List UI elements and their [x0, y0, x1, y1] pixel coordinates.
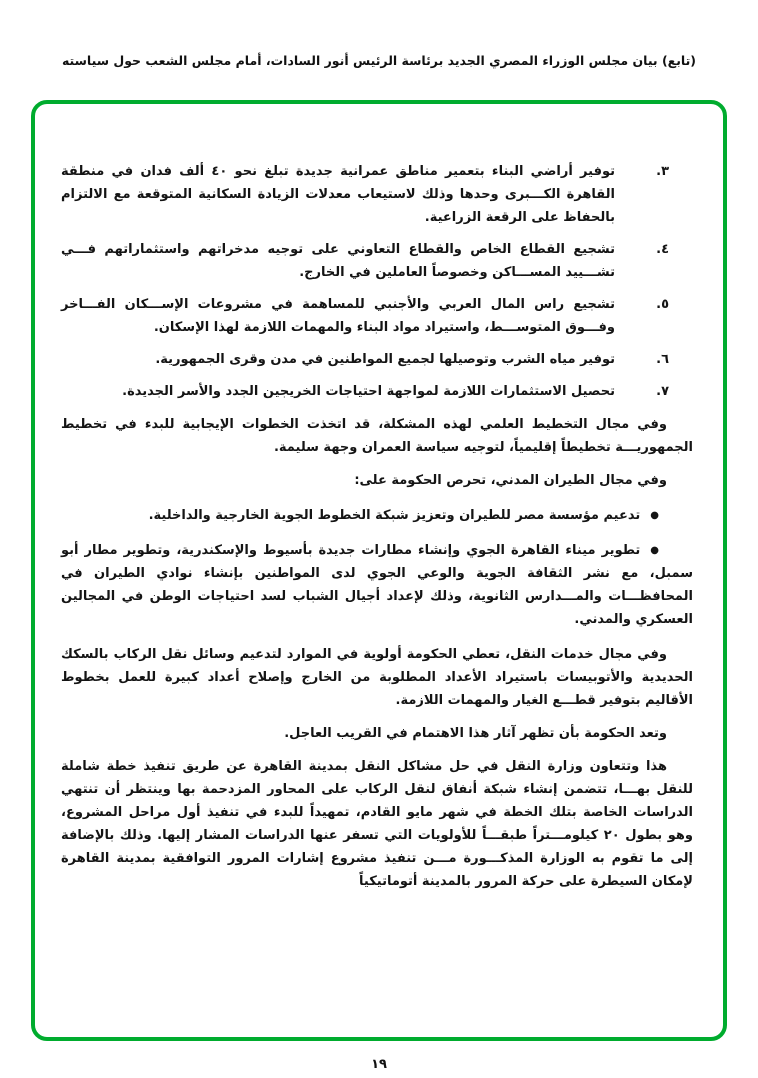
paragraph-transport: وفي مجال خدمات النقل، تعطي الحكومة أولوية في الموارد لتدعيم وسائل نقل الركاب بالسكك الحديدية والأتوبيسات باستيراد الأعداد المطلوبة من الخارج وإصلاح أعداد كبيرة للعمل بخطوط الأقاليم بتوفير قطـــع الغيار والمهمات اللازمة.	[61, 647, 693, 708]
numbered-item-5	[61, 293, 693, 339]
bullet-text: تطوير ميناء القاهرة الجوي وإنشاء مطارات جديدة بأسيوط والإسكندرية، وتطوير مطار أبو سمبل، مع نشر الثقافة الجوية والوعي الجوي لدى المواطنين بإنشاء نوادي الطيران في المحافظـــات والمـــدارس الثانوية، وذلك لإعداد أجيال الشباب لسد احتياجات الوطن في المجالين العسكري والمدني.	[61, 543, 693, 627]
item-number: ٧.	[656, 384, 669, 399]
item-number: ٦.	[656, 352, 669, 367]
page-header: (تابع) بيان مجلس الوزراء المصري الجديد برئاسة الرئيس أنور السادات، أمام مجلس الشعب حول سياسته	[61, 53, 697, 68]
green-border-frame	[31, 100, 727, 1041]
bullet-text: تدعيم مؤسسة مصر للطيران وتعزيز شبكة الخطوط الجوية الخارجية والداخلية.	[148, 508, 641, 523]
document-body	[35, 104, 723, 893]
item-text: تشجيع راس المال العربي والأجنبي للمساهمة في مشروعات الإســـكان الفـــاخر وفـــوق المتوســـط، واستيراد مواد البناء والمهمات اللازمة لهذا الإسكان.	[61, 297, 615, 335]
numbered-item-3	[61, 160, 693, 229]
bullet-item	[61, 539, 693, 631]
numbered-item-7	[61, 380, 693, 403]
paragraph-cairo-plan: هذا وتتعاون وزارة النقل في حل مشاكل النقل بمدينة القاهرة عن طريق تنفيذ خطة شاملة للنقل بهـــا، تتضمن إنشاء شبكة أنفاق لنقل الركاب على المحاور المزدحمة بها وينتظر أن تنتهي الدراسات الخاصة بتلك الخطة في شهر مايو القادم، تمهيداً للبدء في تنفيذ أول مراحل المشروع، وهو بطول ٢٠ كيلومـــتراً طبقـــاً للأولويات التي تسفر عنها الدراسات المشار إليها. وذلك بالإضافة إلى ما تقوم به الوزارة المذكـــورة مـــن تنفيذ مشروع إشارات المرور التوافقية بمدينة القاهرة لإمكان السيطرة على حركة المرور بالمدينة أتوماتيكياً	[61, 759, 693, 889]
paragraph-aviation-intro: وفي مجال الطيران المدني، تحرص الحكومة على:	[354, 473, 667, 488]
bullet-icon: ●	[650, 510, 659, 521]
item-text: توفير مياه الشرب وتوصيلها لجميع المواطنين في مدن وقرى الجمهورية.	[155, 352, 615, 367]
paragraph-promise: وتعد الحكومة بأن تظهر آثار هذا الاهتمام في القريب العاجل.	[284, 726, 667, 741]
bullet-item	[61, 504, 693, 527]
paragraph-planning: وفي مجال التخطيط العلمي لهذه المشكلة، قد اتخذت الخطوات الإيجابية للبدء في تخطيط الجمهوريـــة تخطيطاً إقليمياً، لتوجيه سياسة العمران وجهة سليمة.	[61, 417, 693, 455]
numbered-item-6	[61, 348, 693, 371]
item-number: ٥.	[656, 297, 669, 312]
item-number: ٤.	[656, 242, 669, 257]
item-text: تحصيل الاستثمارات اللازمة لمواجهة احتياجات الخريجين الجدد والأسر الجديدة.	[122, 384, 615, 399]
numbered-item-4	[61, 238, 693, 284]
page-number: ١٩	[371, 1057, 387, 1072]
item-number: ٣.	[656, 164, 669, 179]
item-text: توفير أراضي البناء بتعمير مناطق عمرانية جديدة تبلغ نحو ٤٠ ألف فدان في منطقة القاهرة الكـــبرى وحدها وذلك لاستيعاب معدلات الزيادة السكانية المتوقعة مع الالتزام بالحفاظ على الرقعة الزراعية.	[61, 164, 615, 225]
bullet-icon: ●	[650, 545, 659, 556]
item-text: تشجيع القطاع الخاص والقطاع التعاوني على توجيه مدخراتهم واستثماراتهم فـــي تشـــييد المســـاكن وخصوصاً العاملين في الخارج.	[61, 242, 615, 280]
